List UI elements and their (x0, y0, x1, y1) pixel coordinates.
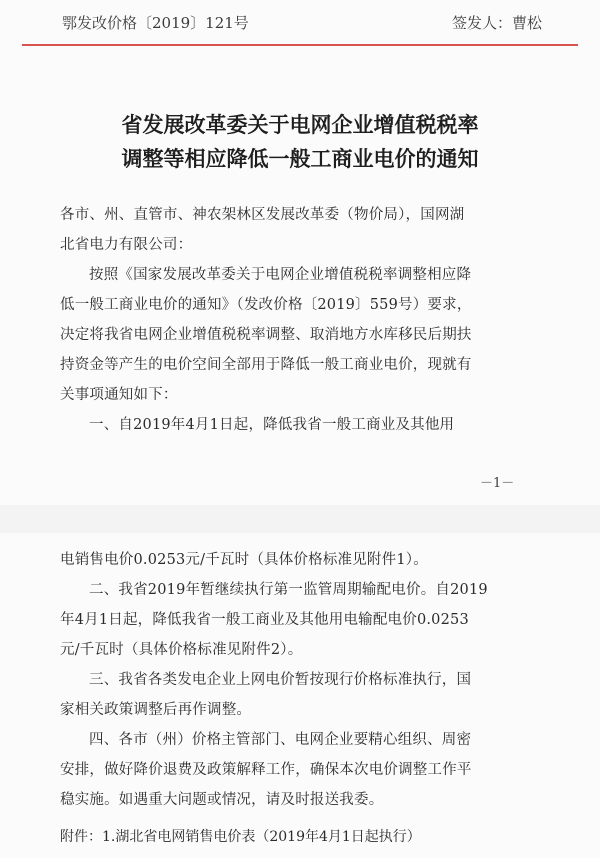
page-1-body (60, 200, 545, 440)
paragraph-line: 关事项通知如下： (60, 387, 178, 403)
page-break (0, 505, 600, 533)
item-1-line: 一、自2019年4月1日起，降低我省一般工商业及其他用 (89, 417, 455, 433)
title-line-1: 省发展改革委关于电网企业增值税税率 (121, 113, 479, 137)
page-2-body (60, 545, 545, 815)
item-2-line: 年4月1日起，降低我省一般工商业及其他用电输配电价0.0253 (60, 612, 469, 628)
document-number: 鄂发改价格〔2019〕121号 (62, 14, 249, 32)
signer: 签发人：曹松 (451, 14, 542, 32)
item-2-line: 二、我省2019年暂继续执行第一监管周期输配电价。自2019 (89, 582, 488, 598)
item-4-line: 四、各市（州）价格主管部门、电网企业要精心组织、周密 (89, 732, 472, 748)
item-3-line: 三、我省各类发电企业上网电价暂按现行价格标准执行，国 (89, 672, 472, 688)
item-3-line: 家相关政策调整后再作调整。 (60, 702, 252, 718)
paragraph-line: 决定将我省电网企业增值税税率调整、取消地方水库移民后期扶 (60, 327, 472, 343)
item-4-line: 稳实施。如遇重大问题或情况，请及时报送我委。 (60, 792, 384, 808)
attachment-line: 附件：1.湖北省电网销售电价表（2019年4月1日起执行） (60, 829, 421, 845)
recipient-line-2: 北省电力有限公司： (60, 237, 193, 253)
recipient-line-1: 各市、州、直管市、神农架林区发展改革委（物价局），国网湖 (60, 207, 465, 223)
document-title (40, 108, 560, 176)
red-divider-line (22, 44, 578, 46)
item-4-line: 安排，做好降价退费及政策解释工作，确保本次电价调整工作平 (60, 762, 472, 778)
item-1-continued: 电销售电价0.0253元/千瓦时（具体价格标准见附件1）。 (60, 552, 428, 568)
document-header (62, 12, 542, 34)
page-number: －1－ (480, 476, 515, 491)
paragraph-line: 低一般工商业电价的通知》（发改价格〔2019〕559号）要求， (60, 297, 472, 313)
paragraph-line: 按照《国家发展改革委关于电网企业增值税税率调整相应降 (89, 267, 472, 283)
title-line-2: 调整等相应降低一般工商业电价的通知 (121, 147, 479, 171)
paragraph-line: 持资金等产生的电价空间全部用于降低一般工商业电价，现就有 (60, 357, 472, 373)
item-2-line: 元/千瓦时（具体价格标准见附件2）。 (60, 642, 303, 658)
